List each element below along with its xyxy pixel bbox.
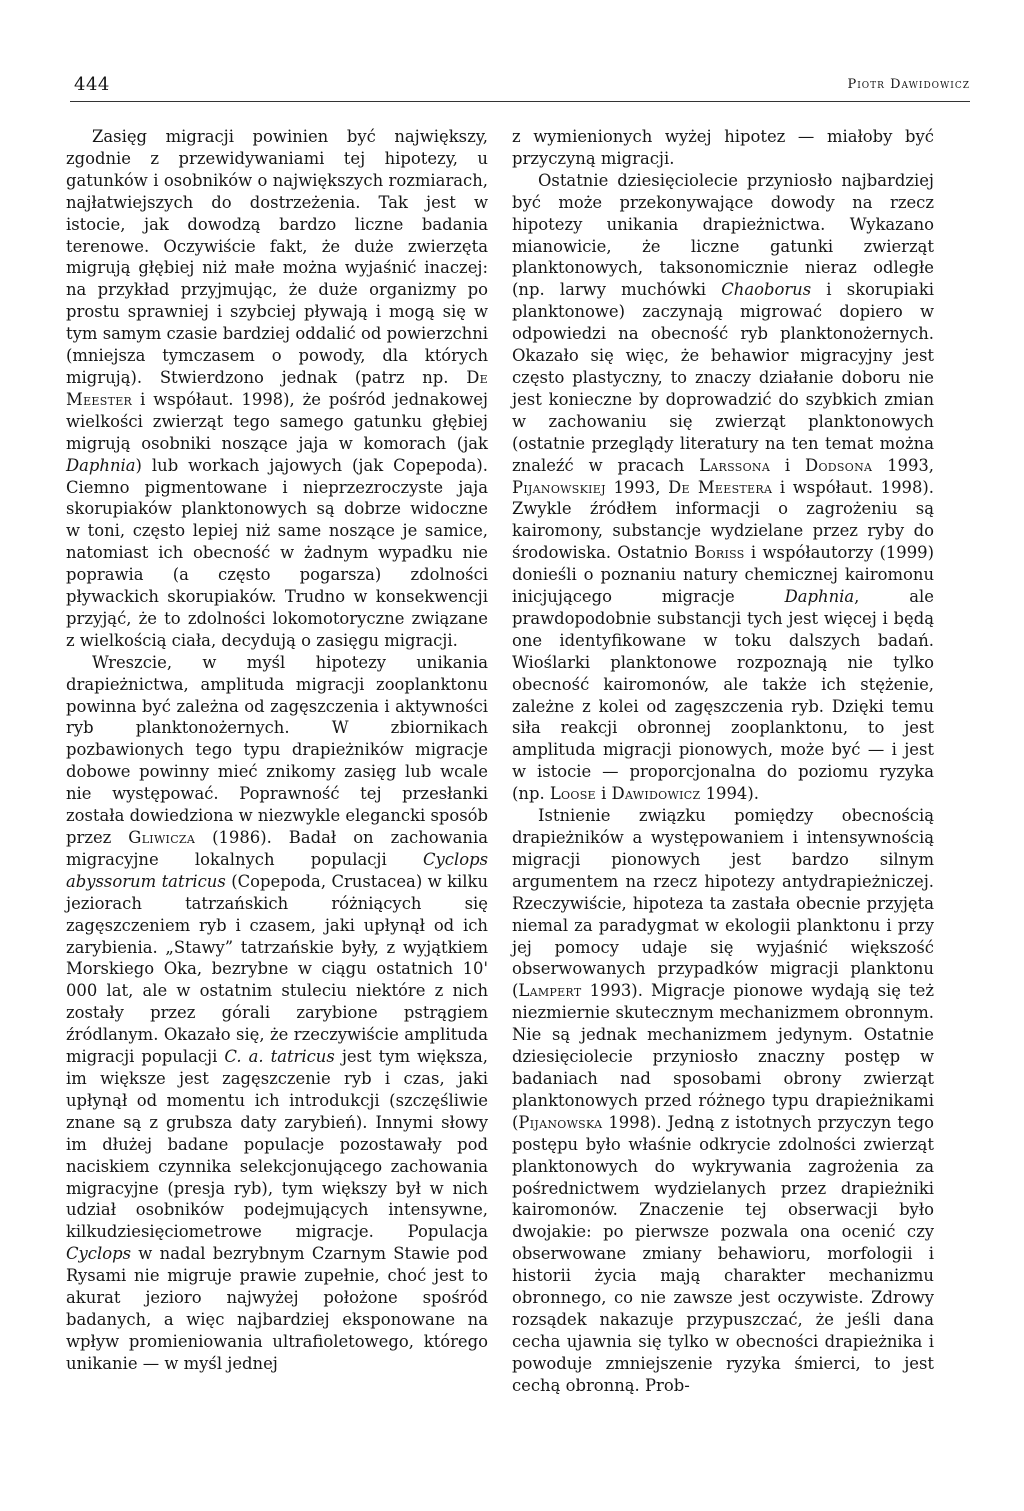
paragraph	[512, 170, 934, 805]
text-span: i	[770, 455, 806, 475]
text-span: 1993,	[872, 455, 935, 475]
text-span: i	[595, 784, 612, 804]
text-span: 1993,	[605, 477, 669, 497]
citation-author: Lampert	[518, 981, 582, 1001]
citation-author: Larssona	[699, 455, 771, 475]
text-span: 1998). Jedną z istotnych przyczyn tego postępu było właśnie odkrycie zdolności zwierząt planktonowych do wykrywania zagrożenia za pośrednictwem wydzielanych przez drapieżniki kairomonów. Znaczenie tej obserwacji było dwojakie: po pierwsze pozwala ona ocenić czy obserwowane zmiany behawioru, morfologii i historii życia mają charakter mechanizmu obronnego, co nie zawsze jest oczywiste. Zdrowy rozsądek nakazuje przypuszczać, że jeśli dana cecha ujawnia się tylko w obecności drapieżnika i powoduje zmniejszenie ryzyka śmierci, to jest cechą obronną. Prob-	[512, 1112, 934, 1395]
citation-author: Pijanowska	[518, 1112, 603, 1132]
taxon-name: Cyclops	[66, 1244, 131, 1264]
paragraph	[512, 805, 934, 1396]
paragraph	[66, 126, 488, 652]
text-span: jest tym większa, im większe jest zagęszczenie ryb i czas, jaki upłynął od momentu ich introdukcji (szczęśliwie znane są z grubsza daty zarybień). Innymi słowy im dłużej badane populacje pozostawały pod naciskiem czynnika selekcjonującego zachowania migracyjne (presja ryb), tym większy był w nich udział osobników podejmujących intensywne, kilkudziesięciometrowe migracje. Populacja	[66, 1047, 488, 1242]
taxon-name: Cyclops abyssorum tatricus	[66, 849, 488, 891]
taxon-name: Daphnia	[784, 587, 855, 607]
text-span: i współautorzy (1999) donieśli o poznaniu natury chemicznej kairomonu inicjującego migracje	[512, 543, 934, 607]
header-rule	[70, 101, 970, 102]
citation-author: Boriss	[694, 543, 745, 563]
text-span: Ostatnie dziesięciolecie przyniosło najbardziej być może przekonywające dowody na rzecz hipotezy unikania drapieżnictwa. Wykazano mianowicie, że liczne gatunki zwierząt planktonowych, taksonomicznie nieraz odległe (np. larwy muchówki	[512, 170, 934, 300]
taxon-name: Chaoborus	[721, 280, 812, 300]
citation-author: Dodsona	[805, 455, 873, 475]
taxon-name: Daphnia	[66, 455, 136, 475]
citation-author: Pijanowskiej	[512, 477, 606, 497]
citation-author: De Meester	[66, 367, 488, 409]
text-span: , ale prawdopodobnie substancji tych jest więcej i będą one identyfikowane w toku dalszych badań. Wioślarki planktonowe rozpoznają nie tylko obecność kairomonów, ale także ich stężenie, zależne z kolei od zagęszczenia ryb. Dzięki temu siła reakcji obronnej zooplanktonu, to jest amplituda migracji pionowych, może być — i jest w istocie — proporcjonalna do poziomu ryzyka (np.	[512, 587, 935, 804]
text-span: i współaut. 1998). Zwykle źródłem informacji o zagrożeniu są kairomony, substancje wydzielane przez ryby do środowiska. Ostatnio	[512, 477, 935, 563]
text-span: 1994).	[700, 784, 759, 804]
text-span: i skorupiaki planktonowe) zaczynają migrować dopiero w odpowiedzi na obecność ryb planktonożernych. Okazało się więc, że behawior migracyjny jest często plastyczny, to znaczy działanie doboru nie jest konieczne by doprowadzić do szybkich zmian w zachowaniu się zwierząt planktonowych (ostatnie przeglądy literatury na ten temat można znaleźć w pracach	[512, 280, 934, 475]
page-number: 444	[74, 74, 110, 95]
text-span: Istnienie związku pomiędzy obecnością drapieżników a występowaniem i intensywnością migracji pionowych jest bardzo silnym argumentem na rzecz hipotezy antydrapieżniczej. Rzeczywiście, hipoteza ta zastała obecnie przyjęta niemal za paradygmat w ekologii planktonu i przy jej pomocy udaje się wyjaśnić większość obserwowanych przypadków migracji planktonu (	[512, 806, 934, 1001]
paragraph: z wymienionych wyżej hipotez — miałoby być przyczyną migracji.	[512, 127, 934, 168]
citation-author: Gliwicza	[128, 828, 196, 847]
taxon-name: C. a. tatricus	[224, 1047, 335, 1067]
text-span: i współaut. 1998), że pośród jednakowej wielkości zwierząt tego samego gatunku głębiej migrują osobniki noszące jaja w komorach (jak	[66, 389, 488, 453]
citation-author: Loose	[549, 784, 596, 804]
text-span: Wreszcie, w myśl hipotezy unikania drapieżnictwa, amplituda migracji zooplanktonu powinna być zależna od zagęszczenia i aktywności ryb planktonożernych. W zbiornikach pozbawionych tego typu drapieżników migracje dobowe powinny mieć znikomy zasięg lub wcale nie występować. Poprawność tej przesłanki została dowiedziona w niezwykle elegancki sposób przez	[66, 652, 488, 847]
text-span: Zasięg migracji powinien być największy, zgodnie z przewidywaniami tej hipotezy, u gatunków i osobników o największych rozmiarach, najłatwiejszych do dostrzeżenia. Tak jest w istocie, jak dowodzą bardzo liczne badania terenowe. Oczywiście fakt, że duże zwierzęta migrują głębiej niż małe można wyjaśnić inaczej: na przykład przyjmując, że duże organizmy po prostu sprawniej i szybciej pływają i mogą się w tym samym czasie bardziej oddalić od powierzchni (mniejsza tymczasem o powody, dla których migrują). Stwierdzono jednak (patrz np.	[66, 127, 488, 387]
right-column	[512, 126, 934, 1397]
citation-author: De Meestera	[668, 477, 773, 497]
running-head-author: Piotr Dawidowicz	[847, 77, 970, 92]
citation-author: Dawidowicz	[611, 784, 701, 804]
text-span: ) lub workach jajowych (jak Copepoda). Ciemno pigmentowane i nieprzezroczyste jaja skorupiaków planktonowych są dobrze widoczne w toni, często lepiej niż same noszące je samice, natomiast ich obecność w żadnym wypadku nie poprawia (a często pogarsza) zdolności pływackich skorupiaków. Trudno w konsekwencji przyjąć, że to zdolności lokomotoryczne związane z wielkością ciała, decydują o zasięgu migracji.	[66, 455, 488, 650]
left-column	[66, 126, 488, 1375]
paragraph	[66, 652, 488, 1375]
text-span: (Copepoda, Crustacea) w kilku jeziorach tatrzańskich różniących się zagęszczeniem ryb i czasem, jaki upłynął od ich zarybienia. „Stawy” tatrzańskie były, z wyjątkiem Morskiego Oka, bezrybne w ciągu ostatnich 10' 000 lat, ale w ostatnim stuleciu niektóre z nich zostały przez górali zarybione pstrągiem źródlanym. Okazało się, że rzeczywiście amplituda migracji populacji	[66, 871, 489, 1067]
text-span: 1993). Migracje pionowe wydają się też niezmiernie skutecznym mechanizmem obronnym. Nie są jednak mechanizmem jedynym. Ostatnie dziesięciolecie przyniosło znaczny postęp w badaniach nad sposobami obrony zwierząt planktonowych przed różnego typu drapieżnikami (	[512, 981, 934, 1132]
text-span: w nadal bezrybnym Czarnym Stawie pod Rysami nie migruje prawie zupełnie, choć jest to akurat jezioro najwyżej położone spośród badanych, a więc najbardziej eksponowane na wpływ promieniowania ultrafioletowego, którego unikanie — w myśl jednej	[66, 1244, 488, 1373]
running-header	[60, 74, 970, 100]
text-span: (1986). Badał on zachowania migracyjne lokalnych populacji	[66, 828, 488, 869]
